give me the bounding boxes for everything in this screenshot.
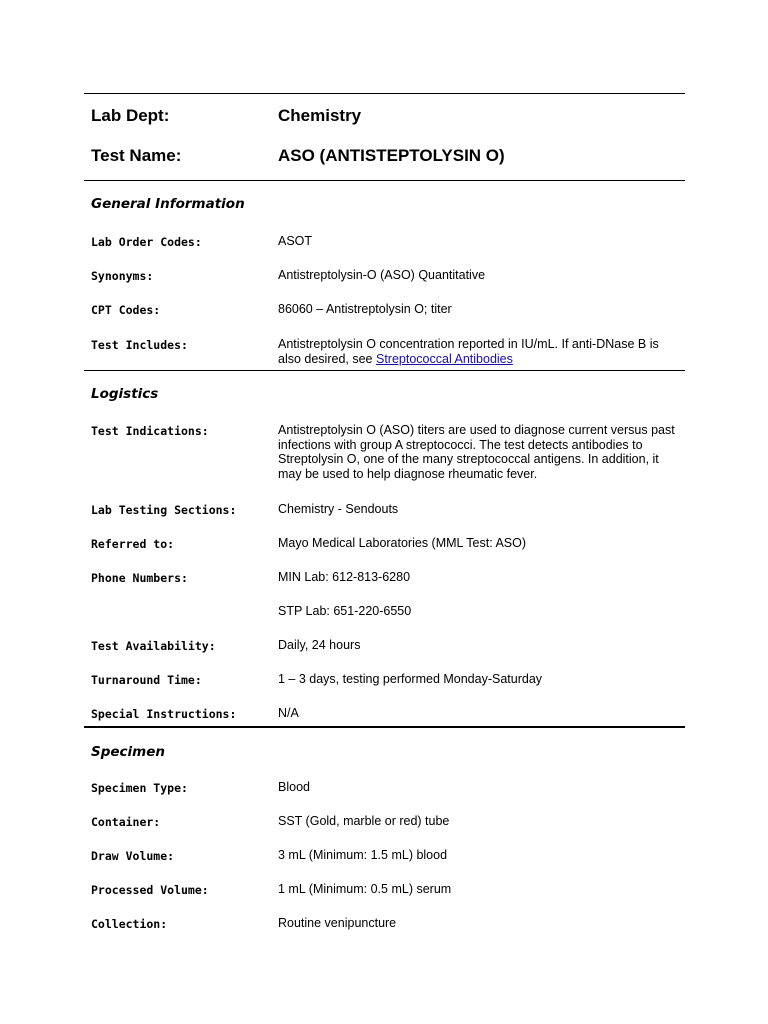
synonyms-label: Synonyms: [91,269,154,283]
phone-numbers-row [84,570,685,604]
test-availability-row [84,638,685,672]
special-instructions-value: N/A [278,706,299,720]
cpt-codes-row [84,302,685,337]
lab-test-document [84,93,685,936]
lab-dept-value: Chemistry [278,106,362,125]
special-instructions-label: Special Instructions: [91,707,237,721]
test-availability-label: Test Availability: [91,639,216,653]
test-includes-text: Antistreptolysin O concentration reported in IU/mL. If anti-DNase B is also desired, see [278,337,659,366]
test-includes-value [278,337,683,366]
collection-row [84,916,685,936]
turnaround-time-row [84,672,685,706]
test-includes-row [84,337,685,370]
container-label: Container: [91,815,161,829]
referred-to-row [84,536,685,570]
lab-dept-row [84,106,685,146]
test-name-row [84,146,685,180]
lab-dept-label: Lab Dept: [91,106,170,125]
test-name-value: ASO (ANTISTEPTOLYSIN O) [278,146,505,165]
phone-stp-value: STP Lab: 651-220-6550 [278,604,412,618]
phone-stp-row [84,604,685,638]
phone-stp-spacer [84,604,278,605]
lab-order-codes-label: Lab Order Codes: [91,235,202,249]
phone-min-value: MIN Lab: 612-813-6280 [278,570,411,584]
lab-order-codes-value: ASOT [278,234,313,248]
referred-to-label: Referred to: [91,537,175,551]
synonyms-value: Antistreptolysin-O (ASO) Quantitative [278,268,486,282]
cpt-codes-label: CPT Codes: [91,303,161,317]
processed-volume-value: 1 mL (Minimum: 0.5 mL) serum [278,882,452,896]
specimen-heading: Specimen [91,744,166,760]
test-indications-value: Antistreptolysin O (ASO) titers are used to diagnose current versus past infections with group A streptococci. The test detects antibodies to Streptolysin O, one of the many streptococcal antigens. In addition, it may be used to help diagnose rheumatic fever. [278,423,675,481]
header-divider [84,180,685,181]
processed-volume-label: Processed Volume: [91,883,209,897]
test-indications-row [84,423,685,502]
streptococcal-antibodies-link[interactable]: Streptococcal Antibodies [375,351,513,366]
general-divider [84,370,685,371]
lab-order-codes-row [84,234,685,268]
general-information-heading: General Information [91,196,245,212]
top-rule [84,93,685,94]
lab-testing-sections-label: Lab Testing Sections: [91,503,237,517]
lab-testing-sections-value: Chemistry - Sendouts [278,502,399,516]
container-value: SST (Gold, marble or red) tube [278,814,450,828]
phone-numbers-label: Phone Numbers: [91,571,188,585]
collection-value: Routine venipuncture [278,916,397,930]
cpt-codes-value: 86060 – Antistreptolysin O; titer [278,302,452,316]
specimen-type-value: Blood [278,780,310,794]
container-row [84,814,685,848]
specimen-type-row [84,780,685,814]
processed-volume-row [84,882,685,916]
test-indications-label: Test Indications: [91,424,209,438]
special-instructions-row [84,706,685,726]
draw-volume-label: Draw Volume: [91,849,175,863]
turnaround-time-value: 1 – 3 days, testing performed Monday-Saturday [278,672,543,686]
turnaround-time-label: Turnaround Time: [91,673,202,687]
draw-volume-row [84,848,685,882]
test-includes-label: Test Includes: [91,338,188,352]
collection-label: Collection: [91,917,168,931]
test-name-label: Test Name: [91,146,182,165]
logistics-divider [84,726,685,728]
synonyms-row [84,268,685,302]
test-availability-value: Daily, 24 hours [278,638,361,652]
lab-testing-sections-row [84,502,685,536]
referred-to-value: Mayo Medical Laboratories (MML Test: ASO) [278,536,527,550]
logistics-heading: Logistics [91,386,159,402]
draw-volume-value: 3 mL (Minimum: 1.5 mL) blood [278,848,448,862]
specimen-type-label: Specimen Type: [91,781,188,795]
